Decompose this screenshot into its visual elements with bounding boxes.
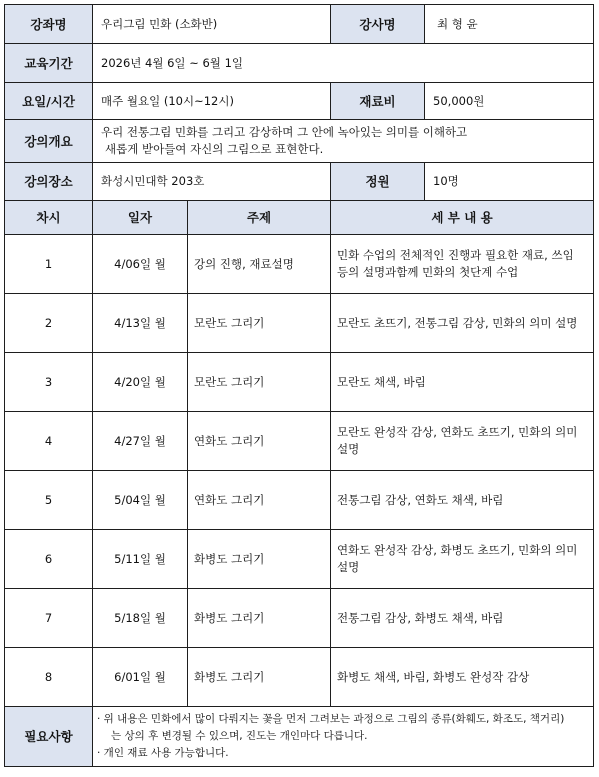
course-name-label: 강좌명 xyxy=(5,5,93,44)
material-fee-label: 재료비 xyxy=(331,83,425,120)
period-label: 교육기간 xyxy=(5,44,93,83)
session-date: 6/01일 월 xyxy=(93,648,188,707)
session-topic: 연화도 그리기 xyxy=(188,412,331,471)
session-date: 4/20일 월 xyxy=(93,353,188,412)
notes-label: 필요사항 xyxy=(5,707,93,767)
session-topic: 모란도 그리기 xyxy=(188,294,331,353)
table-row xyxy=(5,530,594,589)
session-topic: 화병도 그리기 xyxy=(188,648,331,707)
course-plan-table xyxy=(4,4,594,767)
table-row xyxy=(5,471,594,530)
location-value: 화성시민대학 203호 xyxy=(93,163,331,201)
date-header: 일자 xyxy=(93,201,188,235)
session-date: 4/27일 월 xyxy=(93,412,188,471)
notes-text xyxy=(93,707,594,767)
session-topic: 연화도 그리기 xyxy=(188,471,331,530)
session-date: 5/04일 월 xyxy=(93,471,188,530)
notes-line-2: 는 상의 후 변경될 수 있으며, 진도는 개인마다 다릅니다. xyxy=(111,730,368,742)
session-detail: 전통그림 감상, 화병도 채색, 바림 xyxy=(331,589,594,648)
table-row xyxy=(5,412,594,471)
course-name: 우리그림 민화 (소화반) xyxy=(93,5,331,44)
location-row xyxy=(5,163,594,201)
capacity-label: 정원 xyxy=(331,163,425,201)
material-fee-value: 50,000원 xyxy=(425,83,594,120)
notes-row xyxy=(5,707,594,767)
session-date: 4/06일 월 xyxy=(93,235,188,294)
day-time-value: 매주 월요일 (10시~12시) xyxy=(93,83,331,120)
capacity-value: 10명 xyxy=(425,163,594,201)
session-number: 7 xyxy=(5,589,93,648)
table-row xyxy=(5,648,594,707)
session-detail: 연화도 완성작 감상, 화병도 초뜨기, 민화의 의미 설명 xyxy=(331,530,594,589)
session-number: 2 xyxy=(5,294,93,353)
location-label: 강의장소 xyxy=(5,163,93,201)
session-detail: 모란도 초뜨기, 전통그림 감상, 민화의 의미 설명 xyxy=(331,294,594,353)
session-date: 5/11일 월 xyxy=(93,530,188,589)
schedule-header-row xyxy=(5,201,594,235)
table-row xyxy=(5,353,594,412)
period-row xyxy=(5,44,594,83)
session-number: 8 xyxy=(5,648,93,707)
overview-line-2: 새롭게 받아들여 자신의 그림으로 표현한다. xyxy=(105,142,324,156)
session-number: 5 xyxy=(5,471,93,530)
overview-row xyxy=(5,120,594,163)
session-topic: 화병도 그리기 xyxy=(188,530,331,589)
instructor-label: 강사명 xyxy=(331,5,425,44)
session-detail: 전통그림 감상, 연화도 채색, 바림 xyxy=(331,471,594,530)
instructor-name: 최 형 윤 xyxy=(425,5,594,44)
session-number: 1 xyxy=(5,235,93,294)
table-row xyxy=(5,294,594,353)
session-topic: 화병도 그리기 xyxy=(188,589,331,648)
session-date: 5/18일 월 xyxy=(93,589,188,648)
table-row xyxy=(5,235,594,294)
period-value: 2026년 4월 6일 ~ 6월 1일 xyxy=(93,44,594,83)
session-number: 3 xyxy=(5,353,93,412)
notes-line-3: · 개인 재료 사용 가능합니다. xyxy=(97,747,229,759)
detail-header: 세 부 내 용 xyxy=(331,201,594,235)
session-detail: 모란도 채색, 바림 xyxy=(331,353,594,412)
session-header: 차시 xyxy=(5,201,93,235)
overview-text xyxy=(93,120,594,163)
session-number: 4 xyxy=(5,412,93,471)
session-detail: 화병도 채색, 바림, 화병도 완성작 감상 xyxy=(331,648,594,707)
course-name-row xyxy=(5,5,594,44)
session-number: 6 xyxy=(5,530,93,589)
session-topic: 강의 진행, 재료설명 xyxy=(188,235,331,294)
session-detail: 모란도 완성작 감상, 연화도 초뜨기, 민화의 의미 설명 xyxy=(331,412,594,471)
day-time-row xyxy=(5,83,594,120)
session-date: 4/13일 월 xyxy=(93,294,188,353)
topic-header: 주제 xyxy=(188,201,331,235)
session-detail: 민화 수업의 전체적인 진행과 필요한 재료, 쓰임 등의 설명과함께 민화의 첫단계 수업 xyxy=(331,235,594,294)
notes-line-1: · 위 내용은 민화에서 많이 다뤄지는 꽃을 먼저 그려보는 과정으로 그림의 종류(화훼도, 화조도, 책거리) xyxy=(97,713,565,725)
overview-line-1: 우리 전통그림 민화를 그리고 감상하며 그 안에 녹아있는 의미를 이해하고 xyxy=(101,125,468,139)
table-row xyxy=(5,589,594,648)
day-time-label: 요일/시간 xyxy=(5,83,93,120)
session-topic: 모란도 그리기 xyxy=(188,353,331,412)
overview-label: 강의개요 xyxy=(5,120,93,163)
